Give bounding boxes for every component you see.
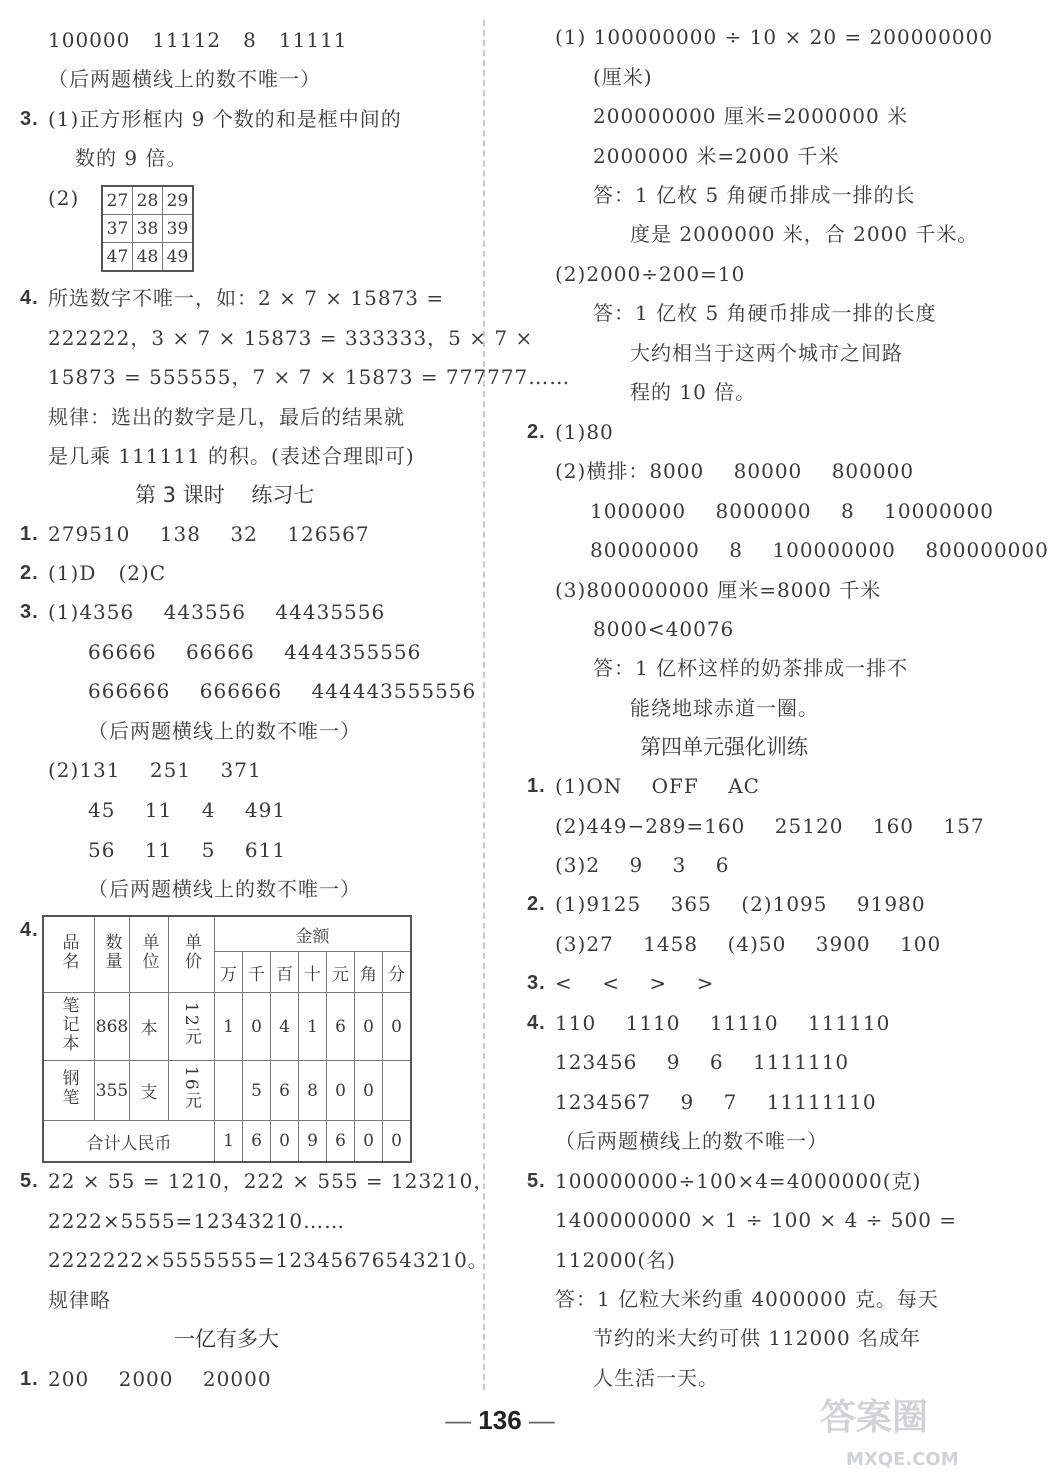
amount-digit: 0: [355, 1061, 383, 1121]
header-price: 单价: [169, 916, 215, 993]
header-name: 品名: [43, 916, 95, 993]
answer-line: 112000(名): [555, 1248, 676, 1272]
grid-cell: 29: [163, 186, 194, 215]
total-digit: 0: [383, 1121, 412, 1163]
item-name: 笔记本: [43, 993, 95, 1061]
answer-line: 2000000 米=2000 千米: [593, 144, 840, 168]
answer-line: 45 11 4 491: [88, 798, 287, 822]
answer-line: 答：1 亿杯这样的奶茶排成一排不: [593, 656, 909, 680]
digit-header: 万: [215, 952, 243, 993]
grid-cell: 28: [133, 186, 163, 215]
answer-line: 所选数字不唯一，如：2 × 7 × 15873 =: [48, 286, 445, 310]
answer-line: 56 11 5 611: [88, 838, 287, 862]
digit-header: 分: [383, 952, 412, 993]
digit-header: 十: [299, 952, 327, 993]
question-number: 2.: [527, 893, 546, 915]
answer-line: (2)横排：8000 80000 800000: [555, 459, 915, 483]
answer-label: (2): [48, 186, 80, 210]
svg-text:答案圈: 答案圈: [820, 1397, 929, 1438]
amount-digit: [215, 1061, 243, 1121]
answer-line: (3)2 9 3 6: [555, 853, 730, 877]
amount-digit: 1: [299, 993, 327, 1061]
answer-line: (2)2000÷200=10: [555, 262, 746, 286]
answer-line: (1)4356 443556 44435556: [48, 600, 386, 624]
answer-line: 100000000÷100×4=4000000(克): [555, 1169, 922, 1193]
question-number: 2.: [20, 562, 39, 584]
question-number: 1.: [20, 523, 39, 545]
total-label: 合计人民币: [43, 1121, 215, 1163]
question-number: 5.: [20, 1170, 39, 1192]
answer-line: (1) 100000000 ÷ 10 × 20 = 200000000: [555, 25, 994, 49]
answer-line: (1)正方形框内 9 个数的和是框中间的: [48, 107, 402, 131]
answer-line: (1)D (2)C: [48, 561, 167, 585]
digit-header: 元: [327, 952, 355, 993]
answer-line: 节约的米大约可供 112000 名成年: [593, 1326, 922, 1350]
section-heading: 一亿有多大: [174, 1327, 279, 1351]
answer-line: (3)800000000 厘米=8000 千米: [555, 578, 882, 602]
note-line: （后两题横线上的数不唯一）: [48, 67, 321, 91]
amount-digit: [383, 1061, 412, 1121]
item-unit: 支: [130, 1061, 169, 1121]
answer-line: (2)131 251 371: [48, 758, 262, 782]
answer-line: (2)449−289=160 25120 160 157: [555, 814, 985, 838]
item-price: 12元: [169, 993, 215, 1061]
answer-line: 666666 666666 444443555556: [88, 679, 477, 703]
amount-digit: 1: [215, 993, 243, 1061]
grid-cell: 49: [163, 243, 194, 272]
answer-line: 2222×5555=12343210……: [48, 1209, 346, 1233]
amount-digit: 8: [299, 1061, 327, 1121]
answer-line: 数的 9 倍。: [75, 146, 188, 170]
digit-header: 角: [355, 952, 383, 993]
question-number: 4.: [20, 287, 39, 309]
answer-line: 110 1110 11110 111110: [555, 1011, 891, 1035]
answer-line: 度是 2000000 米，合 2000 千米。: [630, 222, 979, 246]
answer-line: 人生活一天。: [593, 1366, 719, 1390]
question-number: 4.: [20, 919, 39, 941]
item-unit: 本: [130, 993, 169, 1061]
item-name: 钢笔: [43, 1061, 95, 1121]
note-line: （后两题横线上的数不唯一）: [88, 877, 361, 901]
number-grid: [101, 185, 194, 272]
answer-line: 22 × 55 = 1210，222 × 555 = 123210，: [48, 1169, 495, 1193]
answer-line: 8000<40076: [593, 617, 735, 641]
amount-digit: 6: [271, 1061, 299, 1121]
answer-line: 能绕地球赤道一圈。: [630, 696, 819, 720]
answer-line: 80000000 8 100000000 800000000: [590, 538, 1049, 562]
answer-line: (厘米): [593, 65, 653, 89]
answer-line: 15873 = 555555，7 × 7 × 15873 = 777777……: [48, 365, 571, 389]
amount-digit: 0: [355, 993, 383, 1061]
answer-line: 2222222×5555555=12345676543210。: [48, 1248, 489, 1272]
item-quantity: 868: [95, 993, 130, 1061]
answer-line: 大约相当于这两个城市之间路: [630, 341, 903, 365]
total-digit: 6: [327, 1121, 355, 1163]
answer-line: 规律略: [48, 1288, 111, 1312]
amount-digit: 0: [383, 993, 412, 1061]
question-number: 3.: [20, 601, 39, 623]
watermark-logo: [812, 1385, 992, 1475]
question-number: 4.: [527, 1012, 546, 1034]
answer-line: (3)27 1458 (4)50 3900 100: [555, 932, 942, 956]
answer-line: 1400000000 × 1 ÷ 100 × 4 ÷ 500 =: [555, 1208, 958, 1232]
total-digit: 1: [215, 1121, 243, 1163]
amount-digit: 4: [271, 993, 299, 1061]
answer-line: 是几乘 111111 的积。(表述合理即可): [48, 444, 415, 468]
svg-text:MXQE.COM: MXQE.COM: [846, 1449, 959, 1470]
header-quantity: 数量: [95, 916, 130, 993]
amount-digit: 0: [327, 1061, 355, 1121]
note-line: （后两题横线上的数不唯一）: [88, 719, 361, 743]
answer-line: 1000000 8000000 8 10000000: [590, 499, 994, 523]
answer-line: 答：1 亿枚 5 角硬币排成一排的长度: [593, 301, 937, 325]
answer-line: 66666 66666 4444355556: [88, 640, 422, 664]
question-number: 5.: [527, 1170, 546, 1192]
question-number: 3.: [527, 972, 546, 994]
note-line: （后两题横线上的数不唯一）: [555, 1129, 828, 1153]
total-digit: 6: [243, 1121, 271, 1163]
total-digit: 0: [271, 1121, 299, 1163]
page-number: — 136 —: [445, 1405, 555, 1435]
answer-line: < < > >: [555, 971, 715, 995]
amount-digit: 6: [327, 993, 355, 1061]
question-number: 2.: [527, 421, 546, 443]
answer-line: 222222，3 × 7 × 15873 = 333333，5 × 7 ×: [48, 326, 534, 350]
answer-line: (1)80: [555, 420, 614, 444]
header-amount: 金额: [215, 916, 412, 952]
answer-line: 100000 11112 8 11111: [48, 28, 348, 52]
item-quantity: 355: [95, 1061, 130, 1121]
answer-line: 答：1 亿粒大米约重 4000000 克。每天: [555, 1287, 939, 1311]
total-digit: 0: [355, 1121, 383, 1163]
answer-line: 规律：选出的数字是几，最后的结果就: [48, 405, 405, 429]
answer-line: 1234567 9 7 11111110: [555, 1090, 877, 1114]
digit-header: 千: [243, 952, 271, 993]
amount-digit: 5: [243, 1061, 271, 1121]
grid-cell: 27: [102, 186, 133, 215]
header-unit: 单位: [130, 916, 169, 993]
grid-cell: 48: [133, 243, 163, 272]
question-number: 1.: [20, 1368, 39, 1390]
total-digit: 9: [299, 1121, 327, 1163]
answer-line: 123456 9 6 1111110: [555, 1050, 850, 1074]
answer-line: (1)9125 365 (2)1095 91980: [555, 892, 926, 916]
section-heading: 第四单元强化训练: [640, 735, 808, 759]
grid-cell: 37: [102, 215, 133, 243]
answer-line: 279510 138 32 126567: [48, 522, 370, 546]
answer-line: (1)ON OFF AC: [555, 774, 760, 798]
section-heading: 第 3 课时 练习七: [135, 483, 315, 507]
grid-cell: 38: [133, 215, 163, 243]
digit-header: 百: [271, 952, 299, 993]
amount-digit: 0: [243, 993, 271, 1061]
grid-cell: 47: [102, 243, 133, 272]
item-price: 16元: [169, 1061, 215, 1121]
shopping-receipt-table: [42, 915, 412, 1163]
answer-line: 程的 10 倍。: [630, 380, 757, 404]
answer-line: 200000000 厘米=2000000 米: [593, 104, 909, 128]
answer-line: 答：1 亿枚 5 角硬币排成一排的长: [593, 183, 916, 207]
grid-cell: 39: [163, 215, 194, 243]
question-number: 1.: [527, 775, 546, 797]
answer-line: 200 2000 20000: [48, 1367, 272, 1391]
question-number: 3.: [20, 108, 39, 130]
